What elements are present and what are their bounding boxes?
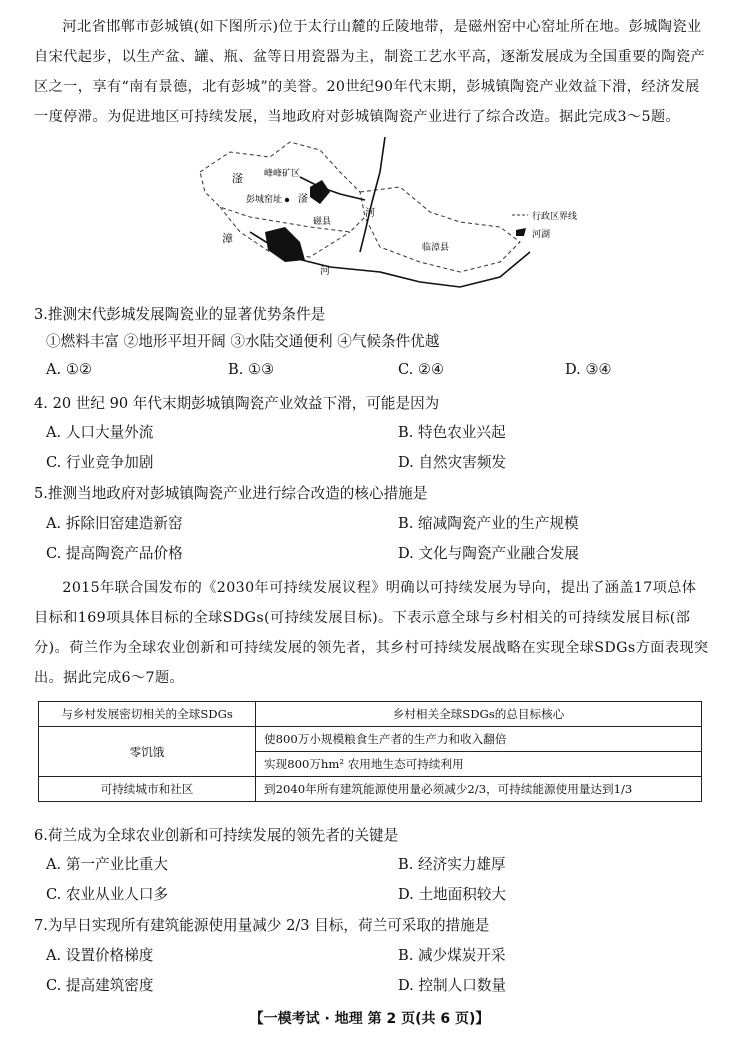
q5-stem: 5.推测当地政府对彭城镇陶瓷产业进行综合改造的核心措施是 — [34, 485, 428, 502]
label-he-1: 河 — [365, 208, 375, 219]
legend-lake-swatch — [516, 228, 526, 236]
q3-option-b[interactable]: B. ①③ — [228, 361, 275, 378]
q3-option-d[interactable]: D. ③④ — [565, 361, 612, 378]
q5-option-b[interactable]: B. 缩减陶瓷产业的生产规模 — [398, 515, 579, 532]
legend-boundary: 行政区界线 — [532, 212, 578, 222]
label-fengfeng: 峰峰矿区 — [264, 169, 301, 179]
q6-option-d[interactable]: D. 土地面积较大 — [398, 886, 507, 903]
label-he-2: 河 — [320, 266, 330, 277]
q6-option-a[interactable]: A. 第一产业比重大 — [46, 856, 168, 873]
passage-2: 2015年联合国发布的《2030年可持续发展议程》明确以可持续发展为导向，提出了涵盖17项总体目标和169项具体目标的全球SDGs(可持续发展目标)。下表示意全球与乡村相关的可持续发展目标(部分)。荷兰作为全球农业创新和可持续发展的领先者，其乡村可持续发展战略在实现全球SDGs方面表现突出。据此完成6～7题。 — [34, 580, 709, 686]
q5-option-d[interactable]: D. 文化与陶瓷产业融合发展 — [398, 545, 579, 562]
table-cell-goal: 零饥饿 — [39, 727, 256, 777]
pengcheng-map — [160, 132, 585, 298]
q3-stem: 3.推测宋代彭城发展陶瓷业的显著优势条件是 — [34, 306, 326, 323]
q7-option-c[interactable]: C. 提高建筑密度 — [46, 977, 154, 994]
q7-stem: 7.为早日实现所有建筑能源使用量减少 2/3 目标，荷兰可采取的措施是 — [34, 917, 490, 934]
q3-option-c[interactable]: C. ②④ — [398, 361, 445, 378]
q4-option-a[interactable]: A. 人口大量外流 — [46, 424, 154, 441]
rivers — [250, 137, 530, 287]
q4-stem: 4. 20 世纪 90 年代末期彭城镇陶瓷产业效益下滑，可能是因为 — [34, 395, 440, 412]
passage-1: 河北省邯郸市彭城镇(如下图所示)位于太行山麓的丘陵地带，是磁州窑中心窑址所在地。彭城陶瓷业自宋代起步，以生产盆、罐、瓶、盆等日用瓷器为主，制瓷工艺水平高，逐渐发展成为全国重要的陶瓷产区之一，享有“南有景德，北有彭城”的美誉。20世纪90年代末期，彭城镇陶瓷产业效益下滑，经济发展一度停滞。为促进地区可持续发展，当地政府对彭城镇陶瓷产业进行了综合改造。据此完成3～5题。 — [34, 19, 706, 125]
q6-option-c[interactable]: C. 农业从业人口多 — [46, 886, 169, 903]
q3-items: ①燃料丰富 ②地形平坦开阔 ③水陆交通便利 ④气候条件优越 — [46, 333, 440, 350]
q4-option-c[interactable]: C. 行业竞争加剧 — [46, 454, 154, 471]
q7-option-d[interactable]: D. 控制人口数量 — [398, 977, 507, 994]
table-row — [39, 777, 702, 802]
lake-lower — [265, 227, 305, 262]
boundary-lines — [200, 142, 520, 272]
q4-option-b[interactable]: B. 特色农业兴起 — [398, 424, 506, 441]
table-header-row — [39, 702, 702, 727]
label-linzhang: 临漳县 — [422, 243, 450, 253]
pengcheng-site-marker — [285, 198, 289, 202]
q7-option-a[interactable]: A. 设置价格梯度 — [46, 947, 154, 964]
q7-option-b[interactable]: B. 减少煤炭开采 — [398, 947, 506, 964]
table-cell-core: 实现800万hm² 农用地生态可持续利用 — [256, 752, 702, 777]
table-row — [39, 727, 702, 752]
q6-stem: 6.荷兰成为全球农业创新和可持续发展的领先者的关键是 — [34, 827, 399, 844]
q4-option-d[interactable]: D. 自然灾害频发 — [398, 454, 507, 471]
label-cixian: 磁县 — [313, 217, 332, 227]
table-cell-core: 使800万小规模粮食生产者的生产力和收入翻倍 — [256, 727, 702, 752]
q6-option-b[interactable]: B. 经济实力雄厚 — [398, 856, 506, 873]
q3-option-a[interactable]: A. ①② — [46, 361, 92, 378]
label-fu-west: 滏 — [232, 172, 243, 185]
label-pengcheng: 彭城窑址 — [246, 195, 283, 205]
page-footer: 【一模考试 · 地理 第 2 页(共 6 页)】 — [249, 1011, 490, 1027]
sdg-table — [38, 701, 702, 802]
table-cell-core: 到2040年所有建筑能源使用量必须减少2/3，可持续能源使用量达到1/3 — [256, 777, 702, 802]
label-zhang: 漳 — [222, 232, 233, 245]
table-cell-goal: 可持续城市和社区 — [39, 777, 256, 802]
label-fu: 滏 — [298, 194, 308, 205]
legend-lake: 河湖 — [532, 230, 551, 240]
table-header-goal: 与乡村发展密切相关的全球SDGs — [39, 702, 256, 727]
q5-option-c[interactable]: C. 提高陶瓷产品价格 — [46, 545, 183, 562]
table-header-core: 乡村相关全球SDGs的总目标核心 — [256, 702, 702, 727]
q5-option-a[interactable]: A. 拆除旧窑建造新窑 — [46, 515, 183, 532]
